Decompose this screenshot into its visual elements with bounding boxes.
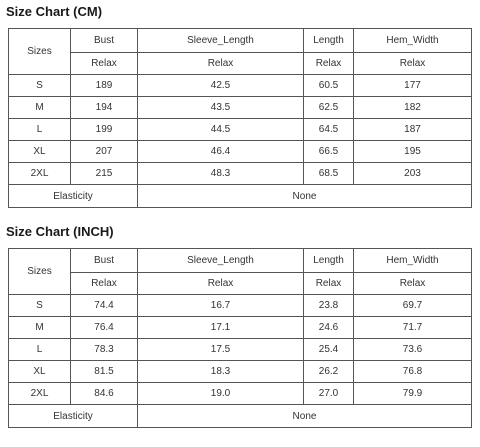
value-cell: 17.1	[138, 317, 304, 339]
value-cell: 81.5	[71, 361, 138, 383]
table-row	[9, 295, 472, 317]
value-cell: 187	[354, 119, 472, 141]
value-cell: 69.7	[354, 295, 472, 317]
value-cell: 43.5	[138, 97, 304, 119]
table-row	[9, 361, 472, 383]
subheader-cell: Relax	[304, 53, 354, 75]
sizes-header: Sizes	[9, 29, 71, 75]
value-cell: 26.2	[304, 361, 354, 383]
column-header-hem-width: Hem_Width	[354, 249, 472, 273]
value-cell: 23.8	[304, 295, 354, 317]
value-cell: 24.6	[304, 317, 354, 339]
size-cell: XL	[9, 141, 71, 163]
size-cell: M	[9, 317, 71, 339]
value-cell: 203	[354, 163, 472, 185]
value-cell: 27.0	[304, 383, 354, 405]
value-cell: 42.5	[138, 75, 304, 97]
subheader-cell: Relax	[138, 273, 304, 295]
value-cell: 17.5	[138, 339, 304, 361]
value-cell: 18.3	[138, 361, 304, 383]
value-cell: 194	[71, 97, 138, 119]
size-cell: XL	[9, 361, 71, 383]
size-cell: S	[9, 295, 71, 317]
value-cell: 64.5	[304, 119, 354, 141]
size-cell: S	[9, 75, 71, 97]
header-row	[9, 29, 472, 53]
subheader-cell: Relax	[354, 273, 472, 295]
column-header-hem-width: Hem_Width	[354, 29, 472, 53]
size-chart-inch-title: Size Chart (INCH)	[6, 224, 114, 239]
subheader-cell: Relax	[138, 53, 304, 75]
elasticity-label: Elasticity	[9, 405, 138, 428]
value-cell: 74.4	[71, 295, 138, 317]
elasticity-value: None	[138, 405, 472, 428]
subheader-row	[9, 53, 472, 75]
value-cell: 68.5	[304, 163, 354, 185]
size-cell: L	[9, 339, 71, 361]
table-row	[9, 317, 472, 339]
value-cell: 215	[71, 163, 138, 185]
subheader-cell: Relax	[354, 53, 472, 75]
value-cell: 189	[71, 75, 138, 97]
value-cell: 16.7	[138, 295, 304, 317]
size-chart-cm-title: Size Chart (CM)	[6, 4, 103, 19]
value-cell: 199	[71, 119, 138, 141]
table-row	[9, 119, 472, 141]
value-cell: 195	[354, 141, 472, 163]
value-cell: 79.9	[354, 383, 472, 405]
sizes-header: Sizes	[9, 249, 71, 295]
header-row	[9, 249, 472, 273]
subheader-cell: Relax	[71, 53, 138, 75]
value-cell: 46.4	[138, 141, 304, 163]
column-header-sleeve-length: Sleeve_Length	[138, 29, 304, 53]
size-chart-cm-table	[8, 28, 472, 208]
value-cell: 84.6	[71, 383, 138, 405]
subheader-row	[9, 273, 472, 295]
table-row	[9, 163, 472, 185]
column-header-bust: Bust	[71, 249, 138, 273]
value-cell: 207	[71, 141, 138, 163]
value-cell: 76.4	[71, 317, 138, 339]
value-cell: 62.5	[304, 97, 354, 119]
subheader-cell: Relax	[71, 273, 138, 295]
value-cell: 71.7	[354, 317, 472, 339]
value-cell: 73.6	[354, 339, 472, 361]
table-row	[9, 97, 472, 119]
value-cell: 76.8	[354, 361, 472, 383]
value-cell: 44.5	[138, 119, 304, 141]
value-cell: 19.0	[138, 383, 304, 405]
table-row	[9, 383, 472, 405]
value-cell: 60.5	[304, 75, 354, 97]
value-cell: 48.3	[138, 163, 304, 185]
value-cell: 78.3	[71, 339, 138, 361]
elasticity-label: Elasticity	[9, 185, 138, 208]
size-cell: 2XL	[9, 383, 71, 405]
elasticity-value: None	[138, 185, 472, 208]
elasticity-row	[9, 405, 472, 428]
table-row	[9, 141, 472, 163]
value-cell: 25.4	[304, 339, 354, 361]
value-cell: 66.5	[304, 141, 354, 163]
table-row	[9, 75, 472, 97]
subheader-cell: Relax	[304, 273, 354, 295]
column-header-sleeve-length: Sleeve_Length	[138, 249, 304, 273]
size-cell: M	[9, 97, 71, 119]
column-header-length: Length	[304, 29, 354, 53]
value-cell: 182	[354, 97, 472, 119]
elasticity-row	[9, 185, 472, 208]
value-cell: 177	[354, 75, 472, 97]
column-header-length: Length	[304, 249, 354, 273]
size-cell: L	[9, 119, 71, 141]
column-header-bust: Bust	[71, 29, 138, 53]
table-row	[9, 339, 472, 361]
size-chart-inch-table	[8, 248, 472, 428]
size-cell: 2XL	[9, 163, 71, 185]
